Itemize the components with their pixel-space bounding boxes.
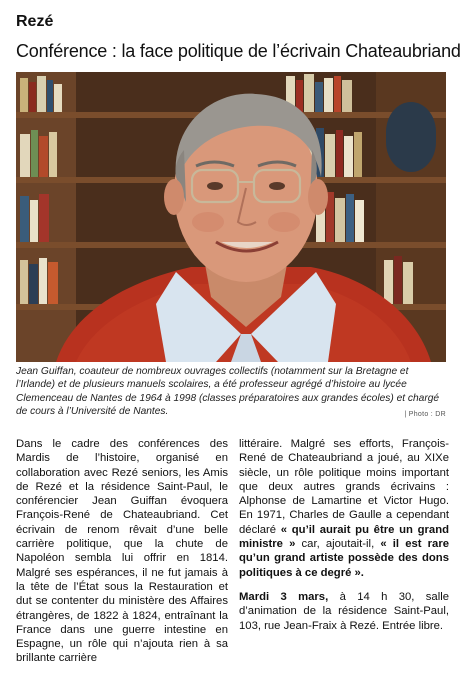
location-kicker: Rezé: [16, 13, 54, 30]
article-paragraph-continued: [239, 437, 449, 580]
article-paragraph: Dans le cadre des conférences des Mardis de l’histoire, organisé en collaboration avec Rezé seniors, les Amis de Rezé et la résidence Saint-Paul, le conférencier Jean Guiffan évoquera François-René de Chateaubriand. Cet écrivain de renom rêvait d’une belle carrière politique, que la chute de Napoléon sembla lui offrir en 1814. Malgré ses espérances, il ne fut jamais à la tête de l’État sous la Restauration et dut se contenter du ministère des Affaires étrangères, de 1822 à 1824, entraînant la France dans une guerre intestine en Espagne, un rôle qui n’ajouta rien à sa brillante carrière: [16, 438, 228, 665]
event-date: Mardi 3 mars,: [239, 590, 329, 603]
photo-credit: | Photo : DR: [404, 411, 446, 418]
headline: Conférence : la face politique de l’écrivain Chateaubriand: [16, 41, 461, 61]
event-details: à 14 h 30, salle d’animation de la résidence Saint-Paul, 103, rue Jean-Fraix à Rezé. Entrée libre.: [239, 590, 449, 632]
photo-caption: [16, 365, 448, 418]
event-info: [239, 590, 449, 633]
quote-de-gaulle-2: « il est rare qu’un grand artiste possède des dons politiques à ce degré ».: [239, 538, 450, 579]
quote-de-gaulle-1: « qu’il aurait pu être un grand ministre »: [239, 523, 449, 551]
portrait-illustration: [16, 72, 446, 362]
article-text: littéraire. Malgré ses efforts, François-René de Chateaubriand a joué, au XIXe siècle, un rôle politique moins important que deux autres grands écrivains : Alphonse de Lamartine et Victor Hugo. En 1971, Charles de Gaulle a cependant déclaré: [239, 438, 449, 536]
portrait-photo: [16, 72, 446, 362]
article-column-left: [16, 437, 228, 666]
article-text-2: car, ajoutait-il,: [301, 538, 375, 551]
article-column-right: [239, 437, 449, 633]
caption-text: Jean Guiffan, coauteur de nombreux ouvrages collectifs (notamment sur la Bretagne et l’Irlande) et de plusieurs manuels scolaires, a été professeur agrégé d’histoire au lycée Clemenceau de Nantes de 1964 à 1998 (classes préparatoires aux grandes écoles) et chargé de cours à l’Université de Nantes.: [16, 366, 440, 417]
